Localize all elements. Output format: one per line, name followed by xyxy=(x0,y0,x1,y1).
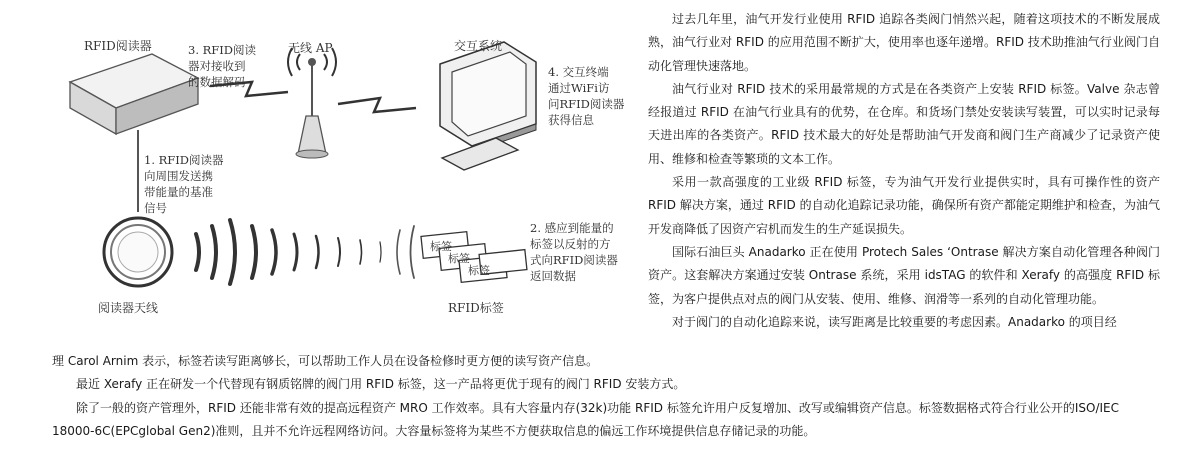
antenna-label: 阅读器天线 xyxy=(98,301,159,315)
interactive-system-label: 交互系统 xyxy=(454,39,503,53)
rfid-workflow-diagram xyxy=(40,12,640,330)
computer-terminal-icon xyxy=(440,42,536,170)
paragraph-read-range: 对于阀门的自动化追踪来说，读写距离是比较重要的考虑因素。Anadarko 的项目经 xyxy=(672,314,1117,329)
wireless-ap-icon xyxy=(288,48,336,158)
return-waves-icon xyxy=(397,226,414,278)
paragraph-adoption: 油气行业对 RFID 技术的采用最常规的方式是在各类资产上安装 RFID 标签。Valve 杂志曾经报道过 RFID 在油气行业具有的优势，在仓库。和货场门禁处安装读写装置，可以实时记录每天进出库的各类资产。RFID 技术最大的好处是帮助油气开发商和阀门生产商减少了记录资产使用、维修和检查等繁琐的文本工作。 xyxy=(648,81,1160,166)
tag-label-1: 标签 xyxy=(430,240,452,253)
step3-caption: 3. RFID阅读 器对接收到 的数据解码 xyxy=(188,43,257,89)
paragraph-read-range-cont: 理 Carol Arnim 表示，标签若读写距离够长，可以帮助工作人员在设备检修时更方便的读写资产信息。 xyxy=(52,354,599,368)
article-bottom xyxy=(52,350,1152,443)
antenna-icon xyxy=(104,218,172,286)
reader-label: RFID阅读器 xyxy=(84,39,152,53)
article-right-column xyxy=(648,8,1160,334)
paragraph-anadarko: 国际石油巨头 Anadarko 正在使用 Protech Sales ‘Ontrase 解决方案自动化管理各种阀门资产。这套解决方案通过安装 Ontrase 系统，采用 idsTAG 的软件和 Xerafy 的高强度 RFID 标签，为客户提供点对点的阀门从安装、使用、维修、润滑等一系列的自动化管理功能。 xyxy=(648,244,1160,306)
radio-waves-icon xyxy=(196,220,381,284)
step2-caption: 2. 感应到能量的 标签以反射的方 式向RFID阅读器 返回数据 xyxy=(530,221,618,283)
paragraph-intro: 过去几年里，油气开发行业使用 RFID 追踪各类阀门悄然兴起，随着这项技术的不断发展成熟，油气行业对 RFID 的应用范围不断扩大，使用率也逐年递增。RFID 技术助推油气行业阀门自动化管理快速落地。 xyxy=(648,12,1160,73)
paragraph-xerafy: 最近 Xerafy 正在研发一个代替现有钢质铭牌的阀门用 RFID 标签，这一产品将更优于现有的阀门 RFID 安装方式。 xyxy=(76,377,686,392)
ap-terminal-link-icon xyxy=(338,98,416,112)
tags-label: RFID标签 xyxy=(448,301,504,315)
tag-label-3: 标签 xyxy=(468,264,490,277)
rfid-reader-icon xyxy=(70,54,198,134)
ap-label: 无线 AP xyxy=(288,41,333,55)
step4-caption: 4. 交互终端 通过WiFi访 问RFID阅读器 获得信息 xyxy=(548,65,625,127)
step1-caption: 1. RFID阅读器 向周围发送携 带能量的基准 信号 xyxy=(144,153,224,215)
tag-label-2: 标签 xyxy=(448,252,470,265)
paragraph-mro: 除了一般的资产管理外，RFID 还能非常有效的提高远程资产 MRO 工作效率。具有大容量内存(32k)功能 RFID 标签允许用户反复增加、改写或编辑资产信息。标签数据格式符合行业公开的ISO/IEC 18000-6C(EPCglobal Gen2)准则，且并不允许远程网络访问。大容量标签将为某些不方便获取信息的偏远工作环境提供信息存储记录的功能。 xyxy=(52,400,1119,438)
paragraph-solution: 采用一款高强度的工业级 RFID 标签，专为油气开发行业提供实时，具有可操作性的资产 RFID 解决方案，通过 RFID 的自动化追踪记录功能，确保所有资产都能定期维护和检查，为油气开发商降低了因资产宕机而发生的生产延误损失。 xyxy=(648,175,1160,236)
